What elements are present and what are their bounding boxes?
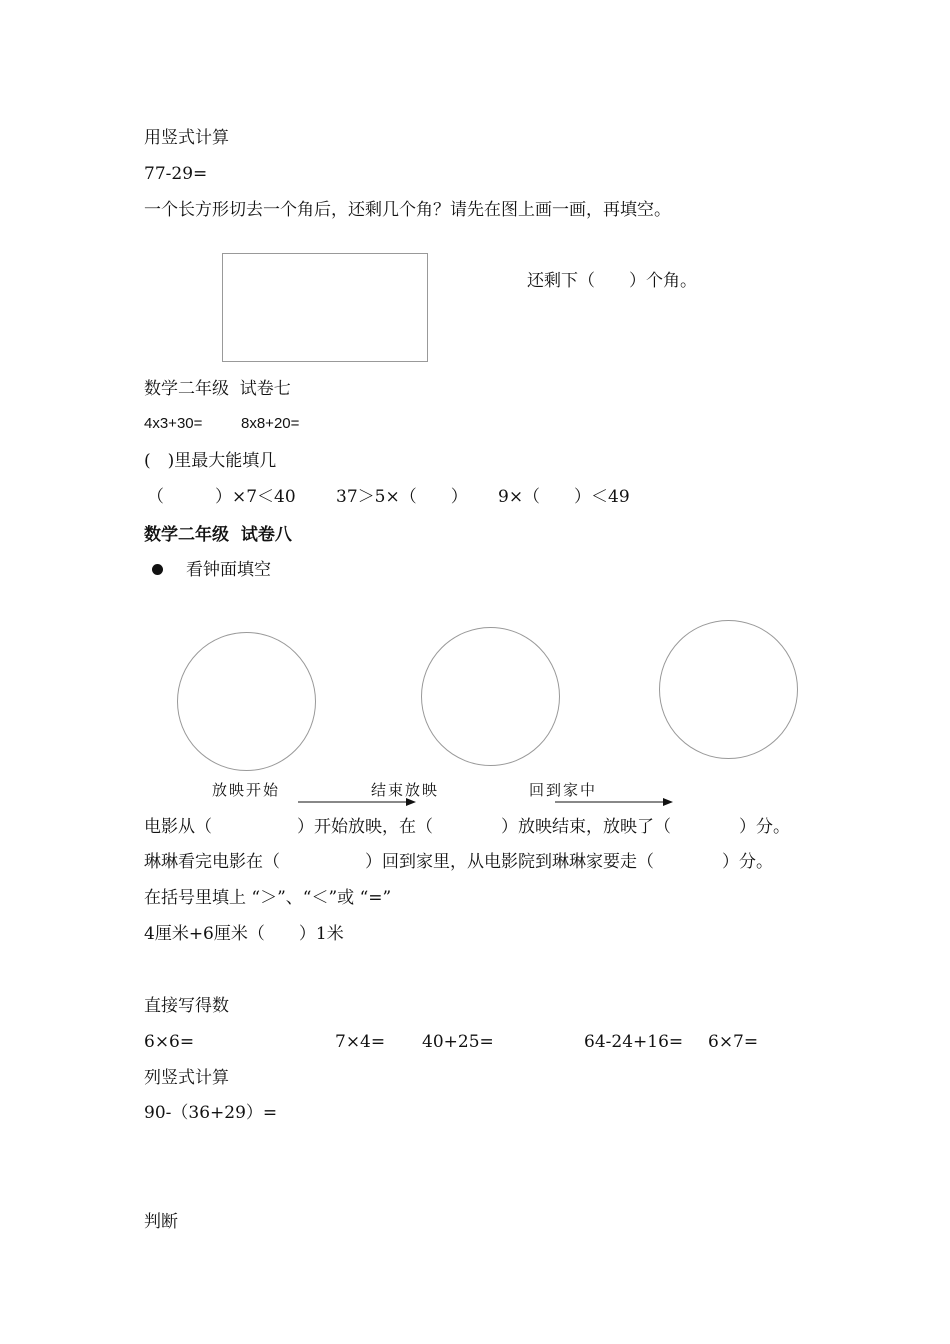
arrow-2 [555, 796, 675, 808]
test7-calc-b: 8x8+20= [241, 415, 300, 432]
clock-face-1 [177, 632, 316, 771]
compare-expr: 4厘米+6厘米（ ）1米 [144, 924, 344, 944]
test8-title: 数学二年级 试卷八 [144, 525, 292, 545]
test7-fill-title: ( )里最大能填几 [144, 451, 277, 471]
clock-label-home: 回到家中 [529, 781, 598, 799]
direct-item-1: 6×6= [144, 1032, 195, 1052]
clock-face-2 [421, 627, 560, 766]
clock-label-end: 结束放映 [371, 781, 440, 799]
rectangle-answer-text: 还剩下（ ）个角。 [527, 271, 697, 291]
direct-item-2: 7×4= [335, 1032, 386, 1052]
direct-item-3: 40+25= [422, 1032, 494, 1052]
clock-face-3 [659, 620, 798, 759]
test7-fill-a: （ ）×7＜40 [147, 487, 296, 507]
test7-calc-a: 4x3+30= [144, 415, 203, 432]
movie-sentence-2: 琳琳看完电影在（ ）回到家里，从电影院到琳琳家要走（ ）分。 [144, 852, 773, 872]
test7-title: 数学二年级 试卷七 [144, 379, 291, 399]
judge-title: 判断 [144, 1212, 178, 1232]
vertical-title: 列竖式计算 [144, 1068, 229, 1088]
test7-fill-c: 9×（ ）＜49 [498, 487, 630, 507]
movie-sentence-1: 电影从（ ）开始放映，在（ ）放映结束，放映了（ ）分。 [144, 817, 790, 837]
rectangle-question-prompt: 一个长方形切去一个角后，还剩几个角？请先在图上画一画，再填空。 [144, 200, 671, 220]
bullet-dot [152, 564, 163, 575]
test7-fill-b: 37＞5×（ ） [336, 487, 468, 507]
compare-title: 在括号里填上 “＞”、“＜”或 “=” [144, 888, 392, 908]
heading-vertical-calc: 用竖式计算 [144, 128, 229, 148]
bullet-item-clock: 看钟面填空 [186, 560, 271, 580]
clock-label-start: 放映开始 [212, 781, 281, 799]
direct-item-5: 6×7= [708, 1032, 759, 1052]
direct-title: 直接写得数 [144, 996, 229, 1016]
expr-77-29: 77-29= [144, 164, 208, 184]
vertical-expr: 90-（36+29）= [144, 1103, 278, 1123]
arrow-1 [298, 796, 418, 808]
rectangle-figure [222, 253, 428, 362]
direct-item-4: 64-24+16= [584, 1032, 684, 1052]
